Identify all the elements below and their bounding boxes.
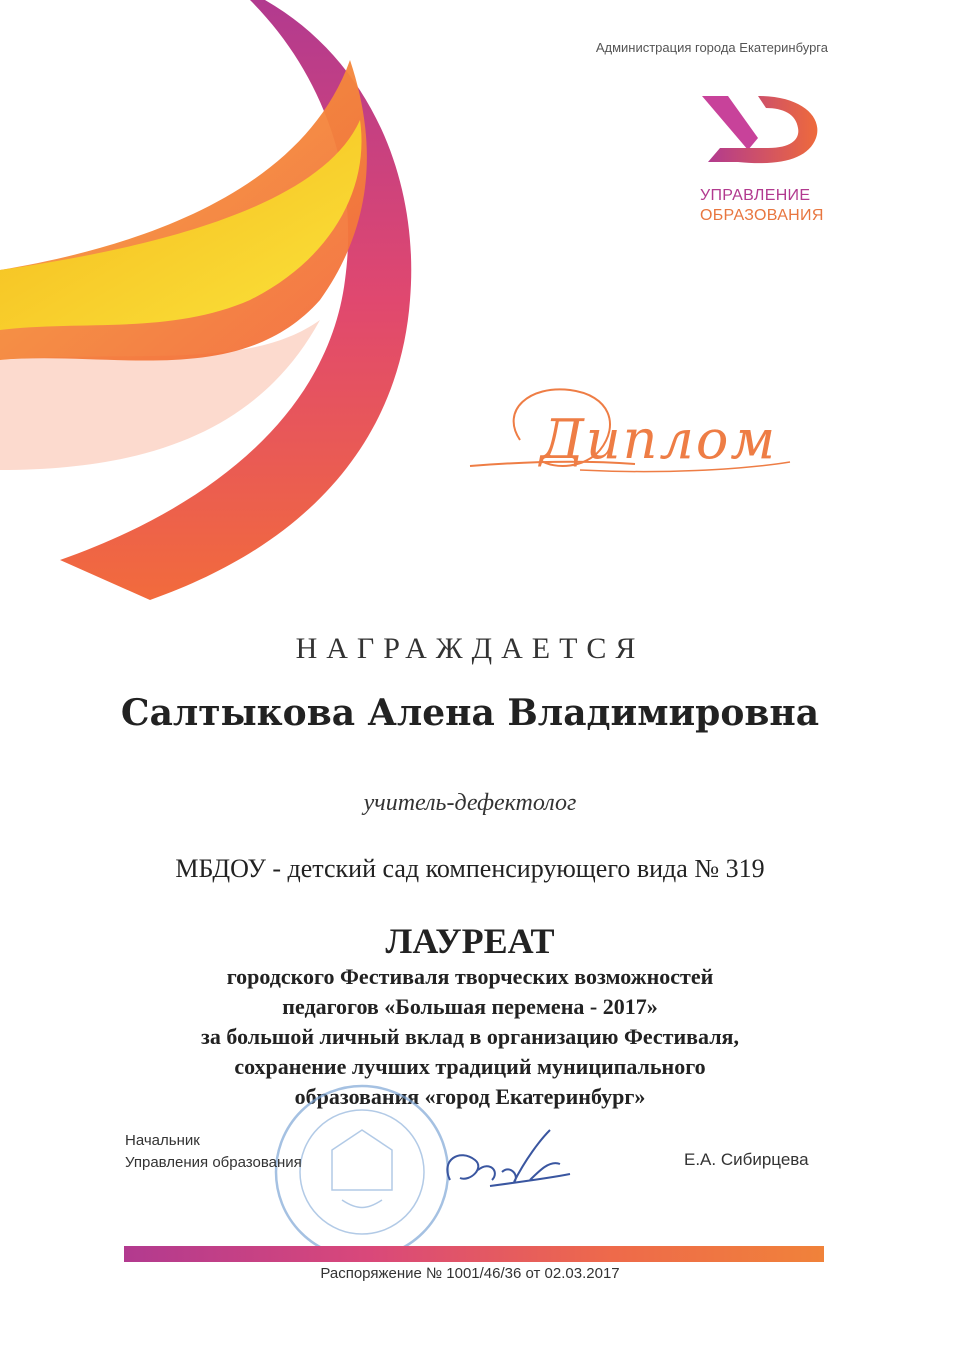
signer-name: Е.А. Сибирцева xyxy=(684,1150,809,1169)
logo-text xyxy=(700,186,840,226)
order-reference: Распоряжение № 1001/46/36 от 02.03.2017 xyxy=(320,1265,620,1282)
award-title: ЛАУРЕАТ xyxy=(385,921,555,961)
description-line: городского Фестиваля творческих возможностей xyxy=(226,964,714,989)
signer-role-line1: Начальник xyxy=(125,1132,200,1149)
admin-caption: Администрация города Екатеринбурга xyxy=(595,40,828,55)
description-line: за большой личный вклад в организацию Фестиваля, xyxy=(201,1024,739,1049)
education-department-logo-icon xyxy=(698,90,828,170)
logo-text-line1: УПРАВЛЕНИЕ xyxy=(700,187,811,204)
signer-role-line2: Управления образования xyxy=(125,1154,302,1171)
recipient-position: учитель-дефектолог xyxy=(363,790,577,816)
signer-role xyxy=(125,1130,302,1174)
footer-gradient-bar xyxy=(124,1246,824,1262)
recipient-name: Салтыкова Алена Владимировна xyxy=(120,692,820,734)
description-line: педагогов «Большая перемена - 2017» xyxy=(282,994,658,1019)
logo-text-line2: ОБРАЗОВАНИЯ xyxy=(700,207,824,224)
description-line: образования «город Екатеринбург» xyxy=(294,1084,646,1109)
description-line: сохранение лучших традиций муниципального xyxy=(234,1054,706,1079)
diploma-heading: Диплом xyxy=(540,408,778,471)
recipient-organization: МБДОУ - детский сад компенсирующего вида № 319 xyxy=(175,854,765,883)
awarded-heading: НАГРАЖДАЕТСЯ xyxy=(295,632,645,665)
decorative-swoosh xyxy=(0,0,470,620)
handwritten-signature xyxy=(430,1120,580,1210)
award-description xyxy=(0,962,940,1112)
